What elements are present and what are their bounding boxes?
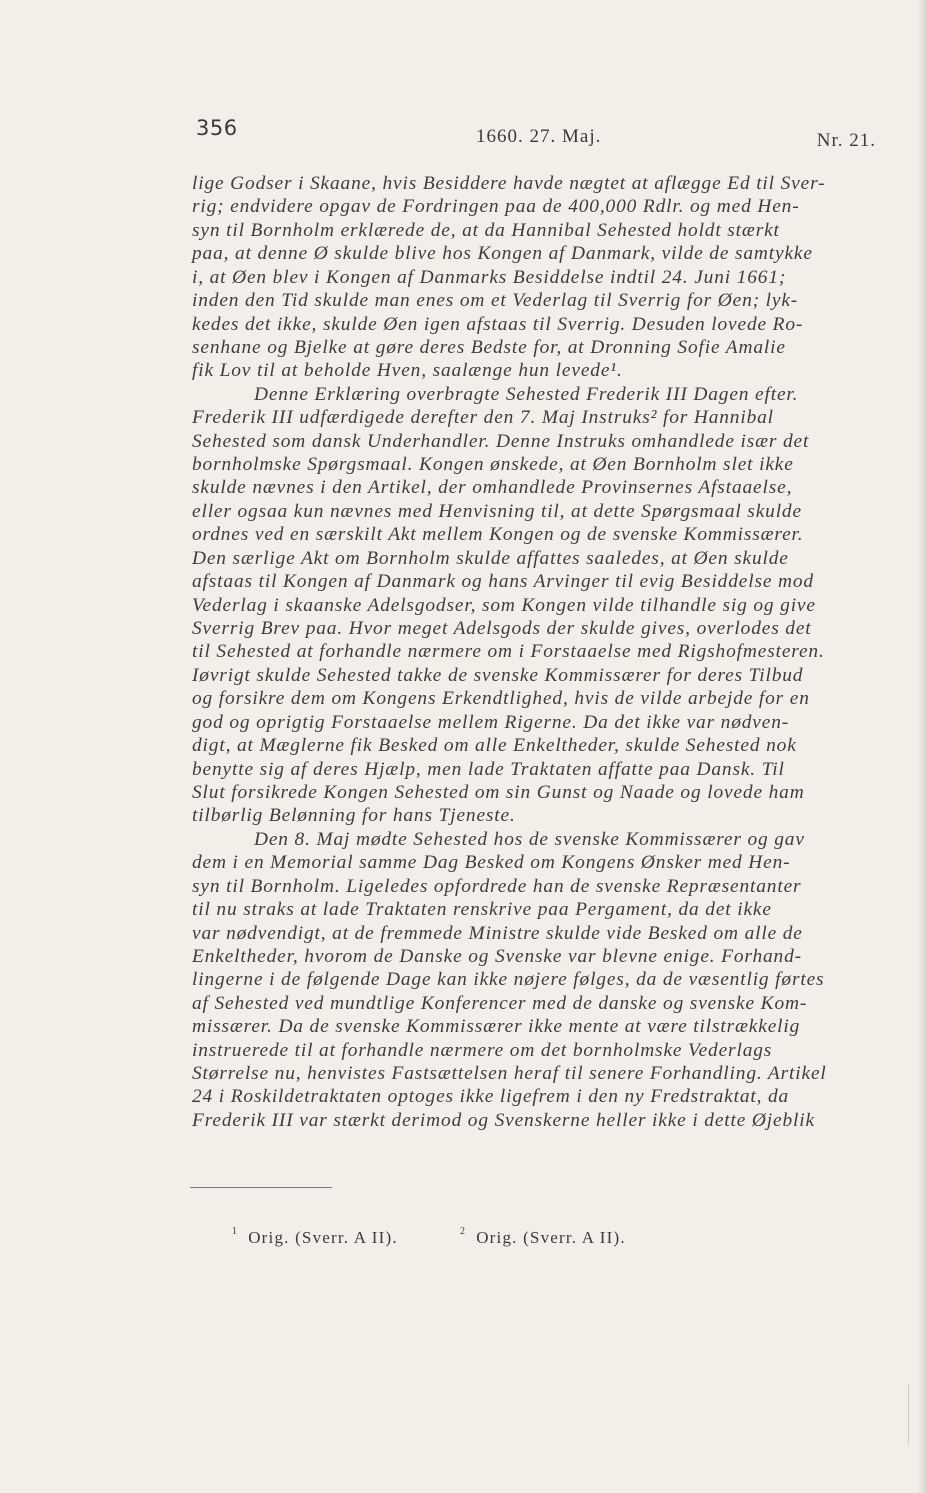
text-line: paa, at denne Ø skulde blive hos Kongen af Danmark, vilde de samtykke bbox=[192, 243, 813, 265]
text-line: lingerne i de følgende Dage kan ikke nøjere følges, da de væsentlig førtes bbox=[192, 969, 825, 991]
text-line: var nødvendigt, at de fremmede Ministre skulde vide Besked om alle de bbox=[192, 922, 803, 944]
text-line: i, at Øen blev i Kongen af Danmarks Besiddelse indtil 24. Juni 1661; bbox=[192, 266, 787, 288]
text-line: til Sehested at forhandle nærmere om i Forstaaelse med Rigshofmesteren. bbox=[192, 641, 825, 663]
text-line: Frederik III udfærdigede derefter den 7. Maj Instruks² for Hannibal bbox=[192, 407, 774, 429]
text-line: lige Godser i Skaane, hvis Besiddere havde nægtet at aflægge Ed til Sver- bbox=[192, 173, 826, 194]
footnote-text: Orig. (Sverr. A II). bbox=[476, 1228, 626, 1247]
record-number: Nr. 21. bbox=[816, 130, 876, 151]
text-line: eller ogsaa kun nævnes med Henvisning til, at dette Spørgsmaal skulde bbox=[192, 500, 802, 522]
text-line: Enkeltheder, hvorom de Danske og Svenske var blevne enige. Forhand- bbox=[192, 945, 802, 967]
footnote-mark: 2 bbox=[460, 1226, 467, 1238]
footnote bbox=[232, 1228, 398, 1248]
text-line: Frederik III var stærkt derimod og Svenskerne heller ikke i dette Øjeblik bbox=[192, 1109, 815, 1131]
page-header bbox=[196, 116, 876, 152]
footnote bbox=[460, 1228, 626, 1248]
text-line: inden den Tid skulde man enes om et Vederlag til Sverrig for Øen; lyk- bbox=[192, 290, 799, 312]
paragraph-start-line: Den 8. Maj mødte Sehested hos de svenske Kommissærer og gav bbox=[254, 828, 805, 850]
text-line: missærer. Da de svenske Kommissærer ikke mente at være tilstrækkelig bbox=[192, 1016, 801, 1038]
text-line: kedes det ikke, skulde Øen igen afstaas til Sverrig. Desuden lovede Ro- bbox=[192, 313, 804, 335]
running-head: 1660. 27. Maj. bbox=[476, 126, 602, 147]
page-number: 356 bbox=[196, 116, 238, 140]
text-line: Slut forsikrede Kongen Sehested om sin Gunst og Naade og lovede ham bbox=[192, 781, 805, 803]
text-line: til nu straks at lade Traktaten renskrive paa Pergament, da det ikke bbox=[192, 899, 772, 921]
text-line: Iøvrigt skulde Sehested takke de svenske Kommissærer for deres Tilbud bbox=[192, 664, 804, 686]
text-line: Sverrig Brev paa. Hvor meget Adelsgods der skulde gives, overlodes det bbox=[192, 618, 812, 640]
text-line: tilbørlig Belønning for hans Tjeneste. bbox=[192, 805, 516, 827]
text-line: fik Lov til at beholde Hven, saalænge hun levede¹. bbox=[192, 360, 623, 382]
text-line: rig; endvidere opgav de Fordringen paa de 400,000 Rdlr. og med Hen- bbox=[192, 196, 800, 218]
text-line: instruerede til at forhandle nærmere om det bornholmske Vederlags bbox=[192, 1039, 773, 1061]
text-line: benytte sig af deres Hjælp, men lade Traktaten affatte paa Dansk. Til bbox=[192, 758, 785, 780]
page-edge-mark bbox=[908, 1385, 927, 1445]
text-line: Vederlag i skaanske Adelsgodser, som Kongen vilde tilhandle sig og give bbox=[192, 594, 816, 616]
text-line: skulde nævnes i den Artikel, der omhandlede Provinsernes Afstaaelse, bbox=[192, 477, 793, 499]
text-line: af Sehested ved mundtlige Konferencer med de danske og svenske Kom- bbox=[192, 992, 808, 1014]
footnote-text: Orig. (Sverr. A II). bbox=[248, 1228, 398, 1247]
text-line: ordnes ved en særskilt Akt mellem Kongen og de svenske Kommissærer. bbox=[192, 524, 804, 546]
text-line: syn til Bornholm. Ligeledes opfordrede han de svenske Repræsentanter bbox=[192, 875, 802, 897]
paragraph-start-line: Denne Erklæring overbragte Sehested Frederik III Dagen efter. bbox=[254, 383, 799, 405]
text-line: og forsikre dem om Kongens Erkendtlighed, hvis de vilde arbejde for en bbox=[192, 688, 810, 710]
footnote-mark: 1 bbox=[232, 1226, 239, 1238]
text-line: senhane og Bjelke at gøre deres Bedste for, at Dronning Sofie Amalie bbox=[192, 336, 786, 358]
footnote-separator-rule bbox=[190, 1187, 332, 1188]
text-line: afstaas til Kongen af Danmark og hans Arvinger til evig Besiddelse mod bbox=[192, 571, 814, 593]
text-line: Den særlige Akt om Bornholm skulde affattes saaledes, at Øen skulde bbox=[192, 547, 789, 569]
text-line: god og oprigtig Forstaaelse mellem Rigerne. Da det ikke var nødven- bbox=[192, 711, 790, 733]
text-line: bornholmske Spørgsmaal. Kongen ønskede, at Øen Bornholm slet ikke bbox=[192, 454, 794, 476]
page-edge-shadow bbox=[917, 0, 927, 1493]
text-line: 24 i Roskildetraktaten optoges ikke ligefrem i den ny Fredstraktat, da bbox=[192, 1086, 790, 1108]
text-line: digt, at Mæglerne fik Besked om alle Enkeltheder, skulde Sehested nok bbox=[192, 735, 797, 757]
text-line: syn til Bornholm erklærede de, at da Hannibal Sehested holdt stærkt bbox=[192, 219, 780, 241]
footnotes bbox=[232, 1228, 752, 1258]
text-line: dem i en Memorial samme Dag Besked om Kongens Ønsker med Hen- bbox=[192, 852, 791, 874]
text-line: Sehested som dansk Underhandler. Denne Instruks omhandlede især det bbox=[192, 430, 810, 452]
body-text bbox=[192, 172, 872, 1132]
text-line: Størrelse nu, henvistes Fastsættelsen heraf til senere Forhandling. Artikel bbox=[192, 1063, 827, 1085]
